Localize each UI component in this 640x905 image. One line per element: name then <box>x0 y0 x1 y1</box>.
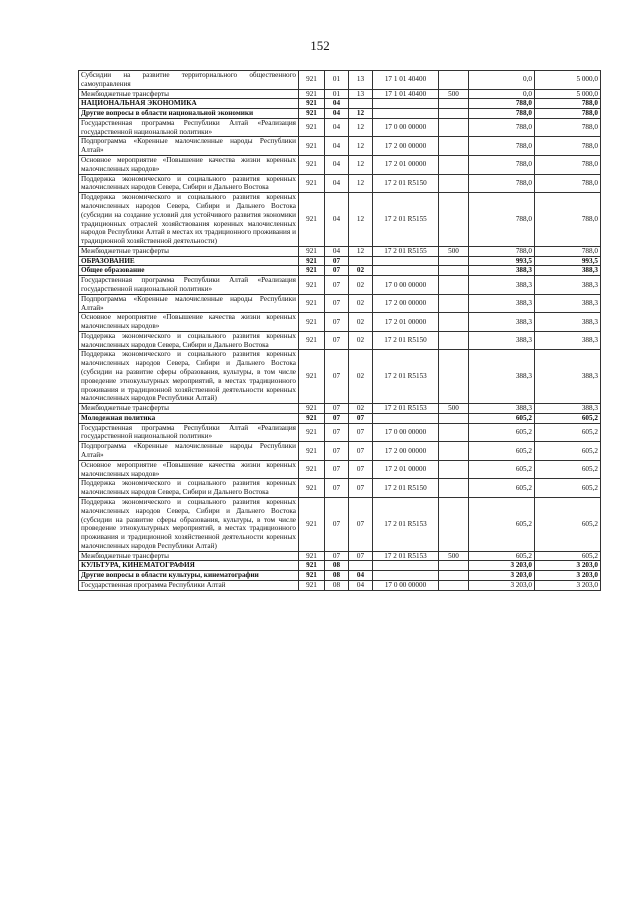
cell-section: 04 <box>325 109 349 119</box>
cell-target-article <box>373 99 439 109</box>
cell-target-article: 17 0 00 00000 <box>373 276 439 295</box>
table-row <box>79 551 601 561</box>
cell-grbs: 921 <box>299 266 325 276</box>
cell-expense-type: 500 <box>439 551 469 561</box>
cell-section: 08 <box>325 571 349 581</box>
cell-target-article: 17 2 01 R5153 <box>373 497 439 551</box>
cell-amount-1: 0,0 <box>469 89 535 99</box>
cell-section: 07 <box>325 442 349 461</box>
cell-amount-1: 788,0 <box>469 109 535 119</box>
cell-amount-2: 5 000,0 <box>535 89 601 99</box>
cell-section: 07 <box>325 350 349 404</box>
cell-section: 07 <box>325 423 349 442</box>
cell-expense-type <box>439 174 469 193</box>
cell-target-article: 17 2 01 R5155 <box>373 193 439 247</box>
cell-expense-type <box>439 266 469 276</box>
cell-section: 04 <box>325 246 349 256</box>
cell-amount-1: 605,2 <box>469 423 535 442</box>
cell-amount-1: 3 203,0 <box>469 571 535 581</box>
table-row <box>79 350 601 404</box>
cell-name: Поддержка экономического и социального развития коренных малочисленных народов Севера, Сибири и Дальнего Востока (субсидии на развитие сферы образования, культуры, в том числе проведение этнокультурных мероприятий, в местах традиционного проживания и традиционной хозяйственной деятельности коренных малочисленных народов Республики Алтай) <box>79 350 299 404</box>
cell-subsection: 02 <box>349 294 373 313</box>
cell-amount-1: 388,3 <box>469 350 535 404</box>
cell-amount-1: 788,0 <box>469 174 535 193</box>
cell-expense-type <box>439 413 469 423</box>
cell-amount-2: 605,2 <box>535 413 601 423</box>
cell-section: 07 <box>325 479 349 498</box>
cell-name: КУЛЬТУРА, КИНЕМАТОГРАФИЯ <box>79 561 299 571</box>
cell-name: Поддержка экономического и социального развития коренных малочисленных народов Севера, Сибири и Дальнего Востока (субсидии на развитие сферы образования, культуры, в том числе проведение этнокультурных мероприятий, в местах традиционного проживания и традиционной хозяйственной деятельности коренных малочисленных народов Республики Алтай) <box>79 497 299 551</box>
cell-name: Межбюджетные трансферты <box>79 551 299 561</box>
table-row <box>79 331 601 350</box>
table-row <box>79 479 601 498</box>
cell-expense-type <box>439 276 469 295</box>
cell-amount-1: 605,2 <box>469 460 535 479</box>
cell-expense-type <box>439 497 469 551</box>
cell-expense-type <box>439 571 469 581</box>
cell-expense-type <box>439 331 469 350</box>
cell-subsection: 07 <box>349 497 373 551</box>
cell-amount-2: 3 203,0 <box>535 580 601 590</box>
cell-expense-type <box>439 294 469 313</box>
cell-section: 04 <box>325 118 349 137</box>
cell-grbs: 921 <box>299 350 325 404</box>
cell-name: Подпрограмма «Коренные малочисленные народы Республики Алтай» <box>79 442 299 461</box>
cell-subsection: 07 <box>349 423 373 442</box>
cell-expense-type: 500 <box>439 89 469 99</box>
cell-name: Подпрограмма «Коренные малочисленные народы Республики Алтай» <box>79 137 299 156</box>
cell-target-article: 17 0 00 00000 <box>373 580 439 590</box>
cell-amount-1: 3 203,0 <box>469 561 535 571</box>
cell-subsection: 02 <box>349 331 373 350</box>
cell-name: Поддержка экономического и социального развития коренных малочисленных народов Севера, Сибири и Дальнего Востока <box>79 479 299 498</box>
cell-grbs: 921 <box>299 156 325 175</box>
cell-section: 04 <box>325 99 349 109</box>
cell-amount-1: 788,0 <box>469 118 535 137</box>
cell-target-article: 17 2 00 00000 <box>373 294 439 313</box>
cell-name: Государственная программа Республики Алтай <box>79 580 299 590</box>
cell-subsection: 12 <box>349 174 373 193</box>
cell-expense-type <box>439 99 469 109</box>
cell-amount-2: 993,5 <box>535 256 601 266</box>
cell-grbs: 921 <box>299 331 325 350</box>
cell-amount-2: 388,3 <box>535 294 601 313</box>
cell-amount-2: 3 203,0 <box>535 561 601 571</box>
cell-grbs: 921 <box>299 313 325 332</box>
cell-subsection: 12 <box>349 246 373 256</box>
cell-section: 04 <box>325 156 349 175</box>
table-row <box>79 156 601 175</box>
cell-grbs: 921 <box>299 580 325 590</box>
cell-grbs: 921 <box>299 294 325 313</box>
cell-subsection: 07 <box>349 460 373 479</box>
cell-section: 08 <box>325 580 349 590</box>
cell-amount-2: 788,0 <box>535 118 601 137</box>
cell-grbs: 921 <box>299 404 325 414</box>
cell-grbs: 921 <box>299 460 325 479</box>
cell-amount-2: 605,2 <box>535 442 601 461</box>
cell-amount-1: 788,0 <box>469 246 535 256</box>
table-row <box>79 423 601 442</box>
cell-amount-2: 788,0 <box>535 156 601 175</box>
cell-subsection: 12 <box>349 118 373 137</box>
cell-expense-type <box>439 423 469 442</box>
cell-grbs: 921 <box>299 118 325 137</box>
cell-grbs: 921 <box>299 551 325 561</box>
cell-section: 07 <box>325 331 349 350</box>
cell-name: Общее образование <box>79 266 299 276</box>
cell-amount-2: 5 000,0 <box>535 71 601 90</box>
cell-amount-1: 788,0 <box>469 156 535 175</box>
cell-amount-2: 788,0 <box>535 99 601 109</box>
cell-grbs: 921 <box>299 479 325 498</box>
cell-amount-2: 788,0 <box>535 246 601 256</box>
cell-grbs: 921 <box>299 174 325 193</box>
cell-expense-type <box>439 580 469 590</box>
table-row <box>79 313 601 332</box>
cell-amount-2: 388,3 <box>535 350 601 404</box>
cell-amount-1: 605,2 <box>469 497 535 551</box>
cell-name: Субсидии на развитие территориального общественного самоуправления <box>79 71 299 90</box>
table-row <box>79 174 601 193</box>
cell-amount-1: 788,0 <box>469 137 535 156</box>
cell-expense-type <box>439 350 469 404</box>
cell-amount-1: 3 203,0 <box>469 580 535 590</box>
table-row <box>79 109 601 119</box>
cell-amount-2: 388,3 <box>535 276 601 295</box>
cell-amount-2: 788,0 <box>535 137 601 156</box>
cell-target-article <box>373 109 439 119</box>
cell-expense-type: 500 <box>439 404 469 414</box>
cell-amount-1: 605,2 <box>469 413 535 423</box>
cell-grbs: 921 <box>299 423 325 442</box>
cell-grbs: 921 <box>299 497 325 551</box>
cell-section: 07 <box>325 551 349 561</box>
table-row <box>79 71 601 90</box>
cell-expense-type <box>439 71 469 90</box>
cell-amount-2: 605,2 <box>535 551 601 561</box>
cell-subsection: 13 <box>349 89 373 99</box>
cell-subsection <box>349 561 373 571</box>
cell-target-article: 17 2 01 R5150 <box>373 479 439 498</box>
table-row <box>79 256 601 266</box>
cell-name: Молодежная политика <box>79 413 299 423</box>
cell-amount-1: 605,2 <box>469 551 535 561</box>
cell-name: Межбюджетные трансферты <box>79 246 299 256</box>
cell-amount-1: 788,0 <box>469 193 535 247</box>
cell-amount-1: 388,3 <box>469 266 535 276</box>
cell-name: Межбюджетные трансферты <box>79 89 299 99</box>
cell-name: НАЦИОНАЛЬНАЯ ЭКОНОМИКА <box>79 99 299 109</box>
cell-amount-1: 388,3 <box>469 294 535 313</box>
cell-amount-1: 0,0 <box>469 71 535 90</box>
cell-amount-2: 788,0 <box>535 193 601 247</box>
cell-expense-type <box>439 442 469 461</box>
cell-target-article: 17 2 00 00000 <box>373 137 439 156</box>
cell-target-article <box>373 571 439 581</box>
cell-name: Межбюджетные трансферты <box>79 404 299 414</box>
cell-subsection: 02 <box>349 313 373 332</box>
cell-grbs: 921 <box>299 256 325 266</box>
cell-expense-type <box>439 137 469 156</box>
cell-section: 07 <box>325 413 349 423</box>
cell-expense-type <box>439 460 469 479</box>
cell-section: 07 <box>325 266 349 276</box>
cell-subsection: 07 <box>349 413 373 423</box>
cell-subsection: 04 <box>349 571 373 581</box>
cell-name: Поддержка экономического и социального развития коренных малочисленных народов Севера, Сибири и Дальнего Востока <box>79 174 299 193</box>
cell-expense-type <box>439 479 469 498</box>
cell-target-article: 17 2 01 R5153 <box>373 404 439 414</box>
cell-amount-1: 605,2 <box>469 479 535 498</box>
cell-subsection: 13 <box>349 71 373 90</box>
cell-section: 07 <box>325 497 349 551</box>
cell-amount-2: 605,2 <box>535 423 601 442</box>
cell-subsection: 07 <box>349 551 373 561</box>
cell-grbs: 921 <box>299 89 325 99</box>
cell-section: 01 <box>325 71 349 90</box>
cell-section: 07 <box>325 404 349 414</box>
cell-section: 01 <box>325 89 349 99</box>
cell-name: Основное мероприятие «Повышение качества жизни коренных малочисленных народов» <box>79 156 299 175</box>
cell-grbs: 921 <box>299 276 325 295</box>
cell-grbs: 921 <box>299 442 325 461</box>
cell-grbs: 921 <box>299 246 325 256</box>
table-row <box>79 89 601 99</box>
cell-grbs: 921 <box>299 137 325 156</box>
cell-subsection: 12 <box>349 109 373 119</box>
cell-subsection: 12 <box>349 193 373 247</box>
cell-expense-type <box>439 156 469 175</box>
table-row <box>79 137 601 156</box>
cell-grbs: 921 <box>299 571 325 581</box>
cell-expense-type <box>439 256 469 266</box>
table-row <box>79 571 601 581</box>
cell-target-article <box>373 561 439 571</box>
table-row <box>79 460 601 479</box>
cell-target-article: 17 1 01 40400 <box>373 89 439 99</box>
cell-subsection <box>349 256 373 266</box>
cell-grbs: 921 <box>299 193 325 247</box>
cell-name: Государственная программа Республики Алтай «Реализация государственной национальной политики» <box>79 118 299 137</box>
cell-section: 08 <box>325 561 349 571</box>
cell-amount-1: 388,3 <box>469 404 535 414</box>
table-row <box>79 580 601 590</box>
cell-target-article: 17 2 01 R5150 <box>373 331 439 350</box>
table-row <box>79 413 601 423</box>
cell-target-article: 17 2 00 00000 <box>373 442 439 461</box>
cell-target-article: 17 2 01 00000 <box>373 460 439 479</box>
table-row <box>79 246 601 256</box>
cell-amount-2: 605,2 <box>535 497 601 551</box>
cell-expense-type <box>439 313 469 332</box>
cell-name: Другие вопросы в области национальной экономики <box>79 109 299 119</box>
cell-expense-type <box>439 561 469 571</box>
cell-expense-type: 500 <box>439 246 469 256</box>
cell-amount-2: 605,2 <box>535 479 601 498</box>
cell-name: Основное мероприятие «Повышение качества жизни коренных малочисленных народов» <box>79 313 299 332</box>
cell-subsection: 02 <box>349 350 373 404</box>
cell-amount-2: 605,2 <box>535 460 601 479</box>
table-row <box>79 404 601 414</box>
page-number: 152 <box>310 38 330 53</box>
cell-amount-1: 605,2 <box>469 442 535 461</box>
cell-amount-2: 788,0 <box>535 109 601 119</box>
cell-section: 04 <box>325 174 349 193</box>
cell-target-article: 17 2 01 R5150 <box>373 174 439 193</box>
cell-target-article: 17 0 00 00000 <box>373 118 439 137</box>
cell-amount-2: 388,3 <box>535 331 601 350</box>
cell-section: 04 <box>325 137 349 156</box>
cell-amount-2: 3 203,0 <box>535 571 601 581</box>
cell-grbs: 921 <box>299 413 325 423</box>
cell-expense-type <box>439 118 469 137</box>
cell-subsection: 02 <box>349 266 373 276</box>
cell-subsection <box>349 99 373 109</box>
cell-grbs: 921 <box>299 99 325 109</box>
cell-amount-2: 788,0 <box>535 174 601 193</box>
cell-amount-2: 388,3 <box>535 404 601 414</box>
table-row <box>79 497 601 551</box>
cell-section: 07 <box>325 276 349 295</box>
cell-amount-1: 388,3 <box>469 313 535 332</box>
cell-name: Поддержка экономического и социального развития коренных малочисленных народов Севера, Сибири и Дальнего Востока <box>79 331 299 350</box>
cell-amount-1: 388,3 <box>469 276 535 295</box>
cell-section: 07 <box>325 460 349 479</box>
cell-target-article <box>373 256 439 266</box>
cell-amount-1: 993,5 <box>469 256 535 266</box>
cell-amount-1: 388,3 <box>469 331 535 350</box>
cell-amount-1: 788,0 <box>469 99 535 109</box>
cell-target-article: 17 2 01 R5155 <box>373 246 439 256</box>
cell-grbs: 921 <box>299 109 325 119</box>
table-row <box>79 266 601 276</box>
cell-target-article <box>373 266 439 276</box>
table-row <box>79 99 601 109</box>
cell-section: 04 <box>325 193 349 247</box>
cell-grbs: 921 <box>299 561 325 571</box>
cell-subsection: 12 <box>349 137 373 156</box>
cell-amount-2: 388,3 <box>535 313 601 332</box>
table-row <box>79 442 601 461</box>
cell-subsection: 07 <box>349 479 373 498</box>
table-row <box>79 276 601 295</box>
cell-grbs: 921 <box>299 71 325 90</box>
cell-subsection: 04 <box>349 580 373 590</box>
cell-amount-2: 388,3 <box>535 266 601 276</box>
cell-name: Подпрограмма «Коренные малочисленные народы Республики Алтай» <box>79 294 299 313</box>
budget-table <box>78 70 601 591</box>
cell-target-article: 17 2 01 00000 <box>373 313 439 332</box>
cell-section: 07 <box>325 256 349 266</box>
cell-section: 07 <box>325 313 349 332</box>
cell-target-article: 17 2 01 R5153 <box>373 551 439 561</box>
cell-target-article: 17 2 01 00000 <box>373 156 439 175</box>
table-body <box>79 71 601 591</box>
cell-target-article: 17 1 01 40400 <box>373 71 439 90</box>
cell-name: ОБРАЗОВАНИЕ <box>79 256 299 266</box>
cell-target-article: 17 0 00 00000 <box>373 423 439 442</box>
cell-name: Государственная программа Республики Алтай «Реализация государственной национальной политики» <box>79 276 299 295</box>
table-row <box>79 118 601 137</box>
cell-target-article: 17 2 01 R5153 <box>373 350 439 404</box>
table-row <box>79 561 601 571</box>
cell-target-article <box>373 413 439 423</box>
cell-subsection: 02 <box>349 404 373 414</box>
cell-expense-type <box>439 193 469 247</box>
table-row <box>79 294 601 313</box>
cell-subsection: 02 <box>349 276 373 295</box>
cell-name: Основное мероприятие «Повышение качества жизни коренных малочисленных народов» <box>79 460 299 479</box>
cell-name: Другие вопросы в области культуры, кинематографии <box>79 571 299 581</box>
table-row <box>79 193 601 247</box>
cell-name: Государственная программа Республики Алтай «Реализация государственной национальной политики» <box>79 423 299 442</box>
cell-expense-type <box>439 109 469 119</box>
cell-section: 07 <box>325 294 349 313</box>
cell-name: Поддержка экономического и социального развития коренных малочисленных народов Севера, Сибири и Дальнего Востока (субсидии на создание условий для устойчивого развития экономики традиционных отраслей хозяйствования коренных малочисленных народов Республики Алтай в местах их традиционного проживания и традиционной хозяйственной деятельности) <box>79 193 299 247</box>
cell-subsection: 07 <box>349 442 373 461</box>
cell-subsection: 12 <box>349 156 373 175</box>
